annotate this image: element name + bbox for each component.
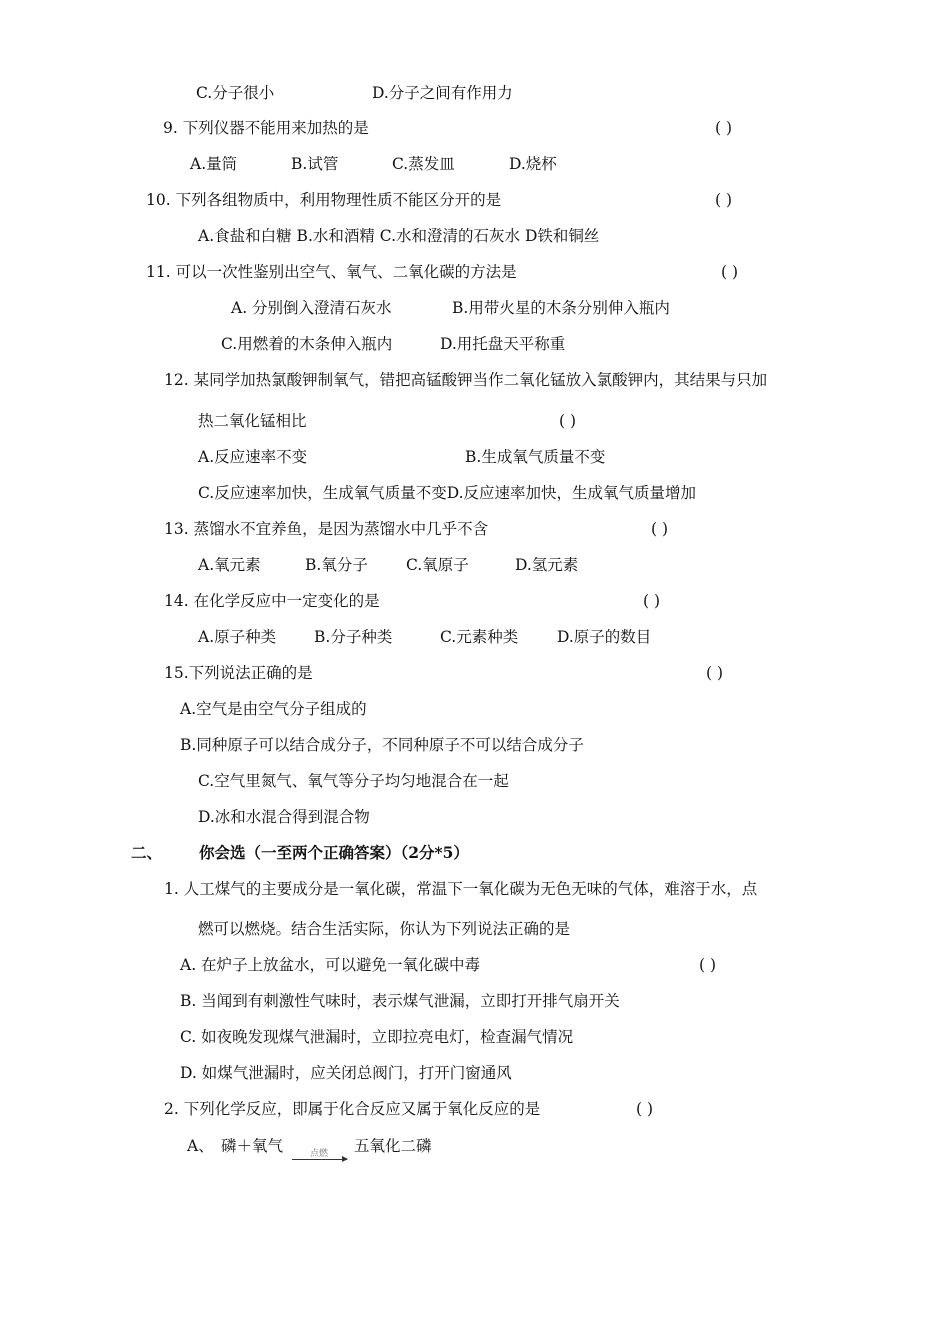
p2-q1-option-a: A. 在炉子上放盆水，可以避免一氧化碳中毒	[180, 956, 481, 974]
q13-option-c: C.氧原子	[406, 556, 469, 574]
p2-q2-option-a-label: A、	[187, 1137, 214, 1155]
q12-option-b: B.生成氧气质量不变	[465, 448, 606, 466]
q13-answer-blank: ( )	[651, 520, 669, 538]
p2-q1-option-d: D. 如煤气泄漏时，应关闭总阀门，打开门窗通风	[180, 1064, 512, 1082]
section-title: 你会选（一至两个正确答案）（2分*5）	[199, 843, 469, 862]
q9-option-c: C.蒸发皿	[392, 155, 455, 173]
q14-stem: 14. 在化学反应中一定变化的是	[164, 592, 380, 610]
q13-option-d: D.氢元素	[515, 556, 579, 574]
q9-answer-blank: ( )	[715, 119, 733, 137]
q14-answer-blank: ( )	[643, 592, 661, 610]
p2-q2-stem: 2. 下列化学反应，即属于化合反应又属于氧化反应的是	[164, 1100, 541, 1118]
p2-q1-stem-line2: 燃可以燃烧。结合生活实际，你认为下列说法正确的是	[198, 920, 571, 938]
q14-option-d: D.原子的数目	[557, 628, 652, 646]
q10-stem: 10. 下列各组物质中，利用物理性质不能区分开的是	[146, 191, 502, 209]
q15-option-b: B.同种原子可以结合成分子，不同种原子不可以结合成分子	[180, 736, 584, 754]
q15-answer-blank: ( )	[706, 664, 724, 682]
p2-q1-stem-line1: 1. 人工煤气的主要成分是一氧化碳，常温下一氧化碳为无色无味的气体，难溶于水，点	[164, 880, 758, 898]
q12-stem-line1: 12. 某同学加热氯酸钾制氧气，错把高锰酸钾当作二氧化锰放入氯酸钾内，其结果与只加	[164, 371, 768, 389]
q11-option-d: D.用托盘天平称重	[440, 335, 566, 353]
q11-answer-blank: ( )	[721, 263, 739, 281]
reaction-condition: 点燃	[310, 1149, 329, 1159]
q15-stem: 15.下列说法正确的是	[164, 664, 313, 682]
q9-option-a: A.量筒	[190, 155, 238, 173]
q14-option-c: C.元素种类	[440, 628, 519, 646]
q8-option-d: D.分子之间有作用力	[372, 84, 513, 102]
q12-answer-blank: ( )	[559, 412, 577, 430]
p2-q2-answer-blank: ( )	[636, 1100, 654, 1118]
q12-option-a: A.反应速率不变	[198, 448, 308, 466]
p2-q2-reactants: 磷＋氧气	[221, 1137, 284, 1155]
q15-option-d: D.冰和水混合得到混合物	[198, 808, 370, 826]
q11-stem: 11. 可以一次性鉴别出空气、氧气、二氧化碳的方法是	[146, 263, 517, 281]
section-number: 二、	[131, 843, 163, 862]
q11-option-b: B.用带火星的木条分别伸入瓶内	[452, 299, 670, 317]
q14-option-a: A.原子种类	[198, 628, 277, 646]
q13-option-a: A.氧元素	[198, 556, 261, 574]
q10-options: A.食盐和白糖 B.水和酒精 C.水和澄清的石灰水 D铁和铜丝	[198, 227, 600, 245]
p2-q1-answer-blank: ( )	[699, 956, 717, 974]
q15-option-c: C.空气里氮气、氧气等分子均匀地混合在一起	[198, 772, 509, 790]
p2-q2-product: 五氧化二磷	[354, 1137, 432, 1155]
q9-stem: 9. 下列仪器不能用来加热的是	[163, 119, 369, 137]
q12-options-cd: C.反应速率加快，生成氧气质量不变D.反应速率加快，生成氧气质量增加	[198, 484, 697, 502]
q10-answer-blank: ( )	[715, 191, 733, 209]
q9-option-b: B.试管	[291, 155, 339, 173]
q14-option-b: B.分子种类	[314, 628, 393, 646]
q11-option-c: C.用燃着的木条伸入瓶内	[221, 335, 393, 353]
q8-option-c: C.分子很小	[196, 84, 275, 102]
q12-stem-line2: 热二氧化锰相比	[198, 412, 307, 430]
p2-q1-option-c: C. 如夜晚发现煤气泄漏时，立即拉亮电灯，检查漏气情况	[180, 1028, 574, 1046]
q13-option-b: B.氧分子	[305, 556, 368, 574]
q9-option-d: D.烧杯	[509, 155, 557, 173]
reaction-arrow	[292, 1159, 347, 1160]
q13-stem: 13. 蒸馏水不宜养鱼，是因为蒸馏水中几乎不含	[164, 520, 489, 538]
q11-option-a: A. 分别倒入澄清石灰水	[231, 299, 392, 317]
p2-q1-option-b: B. 当闻到有刺激性气味时，表示煤气泄漏，立即打开排气扇开关	[180, 992, 620, 1010]
q15-option-a: A.空气是由空气分子组成的	[180, 700, 367, 718]
